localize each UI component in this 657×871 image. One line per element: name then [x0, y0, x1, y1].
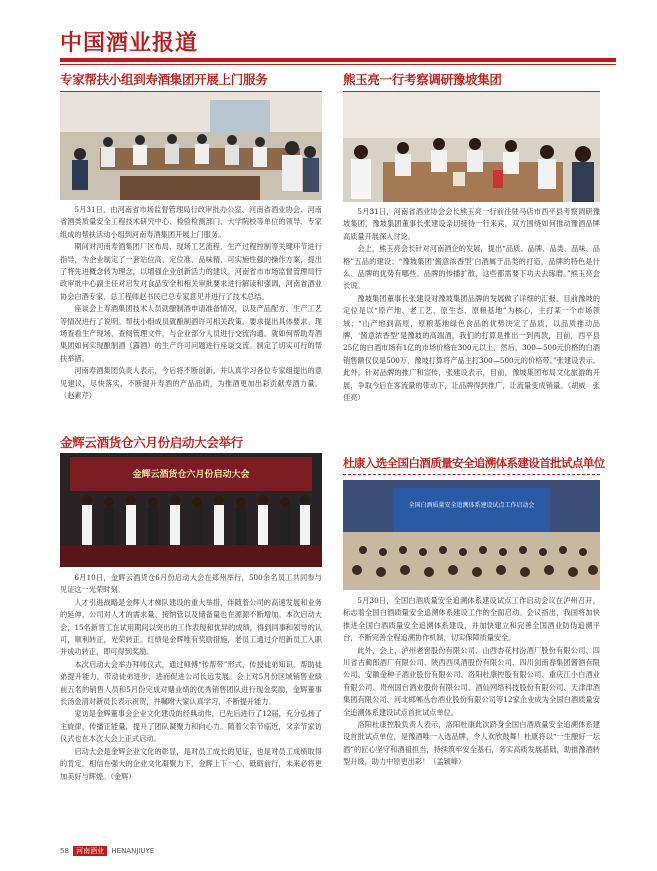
- paragraph: 5月31日，河南省酒业协会会长熊玉亮一行前往驻马店市西平县考察调研豫坡集团，豫坡集团董事长张建设亲切接待一行来宾，双方围绕如何推动豫酒品牌高质量开展深入讨论。: [343, 207, 600, 241]
- paragraph: 河南寿酒集团负责人表示，今后将不断创新，并认真学习各位专家组提出的意见建议，尽快落实，不断提升寿酒的产品品质，为推酒更加出彩贡献寿酒力量。（赵素芹）: [60, 366, 322, 401]
- paragraph: 会上，熊玉亮会长针对河南酒企的发展，提出“品质、品牌、品类、品味、品格”五品的建设；“豫坡集团‘酱意浓香型’白酒属于品类的打造，品牌的特色是什么、品牌的优势有哪些、品牌的传播扩散，这些都需要下功夫去琢磨。”熊玉亮会长说。: [343, 244, 600, 291]
- article-dukang-body: [343, 595, 600, 769]
- article-xiong-yuliang: [343, 70, 600, 92]
- paragraph: 座谈会上寿酒集团技术人员就酿制酒申请准备情况，以及产品配方、生产工艺等情况进行了说明。帮扶小组成员就酿制酒许可相关政策、要求提出具体要求。现场查看生产现场，查阅管理文件，与企业部分人员进行交流沟通。就如何帮助寿酒集团如何实现酿制酒（露酒）的生产许可问题进行座谈交流。制定了切实可行的帮扶举措。: [60, 304, 322, 363]
- publication-badge: 河南酒业: [73, 846, 107, 856]
- article-title: 杜康入选全国白酒质量安全追溯体系建设首批试点单位: [343, 456, 605, 470]
- photo-yupo-visit: [343, 92, 600, 202]
- conference-banner-text: 全国白酒质量安全追溯体系建设试点工作启动会: [408, 502, 535, 509]
- masthead: [60, 26, 616, 56]
- page-number: 58: [60, 847, 69, 855]
- magazine-section-title: 中国酒业报道: [60, 31, 199, 56]
- conference-photo-image: [343, 480, 600, 590]
- paragraph: 人才引进战略是金辉人才梯队建设的重大举措，伴随着公司的高速发展和业务的延伸，公司对人才的需求量、接纳管以及储备量也在源源不断增加。本次启动大会，15名新晋工在试用期间以突出的工作表现和优异的成绩，得到同事和领导的认可，顺利转正，光荣转正。红绩是金辉唯有奖励措施，老员工通过介绍新员工入职并成功转正，即可得到奖励。: [60, 597, 322, 657]
- paragraph: 5月31日，由河南省市场监督管理局行政审批办公室、河南省酒业协会、河南省酒类质量安全工程技术研究中心、检验检测部门、大学院校等单位的领导、专家组成的帮扶活动小组到河南寿酒集团开展上门服务。: [60, 205, 322, 239]
- article-expert-team: [60, 70, 322, 92]
- article-title: 专家帮扶小组到寿酒集团开展上门服务: [60, 72, 268, 87]
- article-title-rule: [343, 474, 600, 476]
- stage-banner-text: 金辉云酒货仓六月份启动大会: [132, 470, 250, 480]
- paragraph: 此外，会上，泸州老窖股份有限公司、山西杏花村汾酒厂股份有限公司、四川省古蔺郎酒厂有限公司、陕西西凤酒股份有限公司、四川剑南春集团酱酒有限公司、安徽金种子酒业股份有限公司、洛阳杜康控股有限公司、重庆江小白酒业有限公司、贵州国台酒业股份有限公司、酒仙网络科技股份有限公司、天津津酒集团有限公司、河北邯郸丛台酒业股份有限公司等12家企业成为全国白酒质量安全追溯体系建设试点首批试点单位。: [343, 645, 600, 717]
- photo-jinhui-stage: [60, 453, 322, 567]
- paragraph: 豫坡集团董事长张建设对豫坡集团品牌的发展做了详细的汇报，目前豫坡的定位是以“原产地、老工艺、原生态、原粮基地”为核心，主打某一个市场领域；“山产地到高原，原粮基地绿色食品的优势决定了品质，以品质推动品牌，‘酱意浓香型’是豫坡的高端酒，我们的打算是推出一到两款，目前，西平县25亿的白酒市场有1亿的市场价格在300元以上，然后，300—500元价格的白酒销售额仅仅是500万，豫坡打算将产品主打300—500元的价格带。”张建设表示。此外，针对品牌的推广和宣传，张建设表示，目前，豫坡集团布局文化旅游的开展，争取今后在客流量的带动下，让品牌得到推广，让流量变成销量。（胡威 张佳亮）: [343, 293, 600, 403]
- article-title: 金辉云酒货仓六月份启动大会举行: [60, 435, 244, 450]
- article-dukang: [343, 455, 605, 476]
- paragraph: 本次启动大会举办拜师仪式，通过师傅“传帮带”形式，传授徒弟知识，帮助徒弟提升能力，带动徒弟进步，进而促进公司长远发展。会上对5月份区域销售业绩前五名的销售人员和5月份完成对赌业绩的优秀销售团队进行现金奖励，金辉董事长汤金清对新员长表示祝贺，并嘱咐大家认真学习，不断提升能力。: [60, 659, 322, 707]
- page-footer: [60, 846, 154, 856]
- paragraph: 6月10日，金辉云酒货仓6月份启动大会在郑州举行，500余名员工共同参与见证这一光荣时刻。: [60, 573, 322, 595]
- visit-photo-image: [343, 92, 600, 202]
- photo-meeting-room: [60, 92, 322, 200]
- masthead-rule: [60, 58, 616, 62]
- paragraph: 洛阳杜康控股负责人表示，洛阳杜康此次跻身全国白酒质量安全追溯体系建设首批试点单位，是豫酒唯一入选品牌，令人欢欣鼓舞！杜康将以“一生酿好一坛酒”的匠心坚守和酒祖担当，持续筑牢安全基石，务实高质发展基础，助推豫酒转型升级，助力中原更出彩！（孟颖峰）: [343, 720, 600, 767]
- paragraph: 期间对河南寿酒集团厂区布局、现场工艺流程、生产过程控制等关键环节进行指导，为企业制定了一套站位高、定位准、品味精、可实施性强的操作方案，提出了将先进概念转为理念，以增强企业创新活力的建议。河南省市市场监督管理局行政审批中心副主任对启发对食品安全和相关审批要求进行解读和强调，河南省酒业协会白酒专家、总工程师赵书民已总专家意见并进行了技术总结。: [60, 242, 322, 301]
- article-jinhui-body: [60, 572, 322, 783]
- paragraph: 家访是金辉董事会企业文化建设的经典动作，已先后进行了12届，充分弘扬了主旋律，传播正能量，提升了团队凝聚力和向心力。随着父亲节临近，父亲节家访仪式也在本次大会上正式启动。: [60, 709, 322, 744]
- paragraph: 5月30日，全国白酒质量安全追溯体系建设试点工作启动会议在泸州召开，标志着全国白酒质量安全追溯体系建设工作的全面启动。会议指出，我国将加快推进全国白酒质量安全追溯体系建设，并加快建立和完善全国酒业防伪追溯平台，不断完善全程追溯协作机制，切实保障质量安全。: [343, 596, 600, 643]
- publication-name: HENANJIUYE: [111, 847, 155, 855]
- photo-conference-hall: [343, 480, 600, 590]
- meeting-photo-image: [60, 92, 322, 200]
- paragraph: 启动大会是金辉企业文化的彰显，是对员工成长的见证，也是对员工成绩取得的肯定，相信在强大的企业文化凝聚力下，金辉上下一心，砥砺前行，未来必将更加美好与辉煌。（金辉）: [60, 746, 322, 781]
- article-expert-team-body: [60, 204, 322, 403]
- article-xiong-yuliang-body: [343, 206, 600, 405]
- article-title: 熊玉亮一行考察调研豫坡集团: [343, 72, 502, 87]
- masthead-rule-thin: [60, 64, 616, 65]
